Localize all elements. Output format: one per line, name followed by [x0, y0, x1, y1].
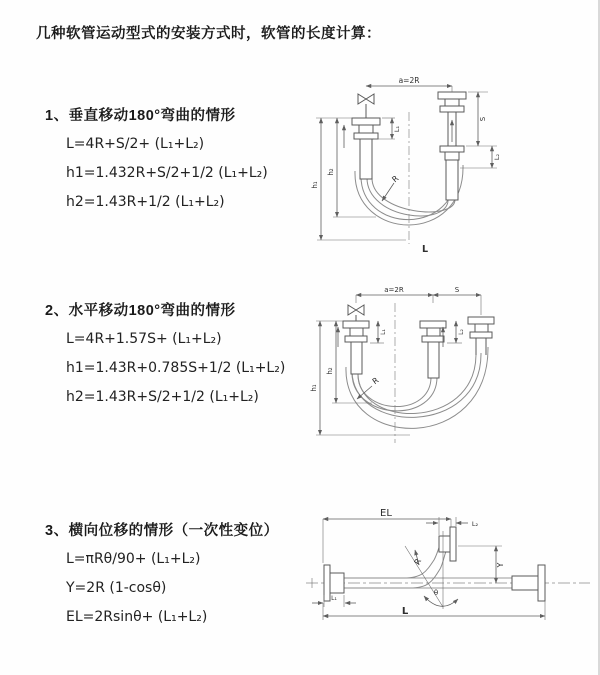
formula-h2: h2=1.43R+S/2+1/2 (L₁+L₂): [66, 388, 259, 405]
formula-el: EL=2Rsinθ+ (L₁+L₂): [66, 608, 208, 625]
dimension-labels: [311, 76, 501, 255]
dim-label-l2: L₂: [458, 329, 465, 335]
formula-length: L=4R+1.57S+ (L₁+L₂): [66, 330, 222, 347]
middle-fitting: [420, 321, 446, 378]
formula-length: L=4R+S/2+ (L₁+L₂): [66, 135, 205, 152]
right-fitting-lower: [440, 146, 464, 200]
section-3: [45, 515, 320, 631]
left-fitting: [352, 118, 380, 179]
diagram-lateral-displacement: [298, 503, 598, 653]
valve-icon: [358, 94, 374, 118]
upper-fitting: [439, 527, 456, 561]
dim-label-el: EL: [380, 508, 392, 519]
formula-length: L=πRθ/90+ (L₁+L₂): [66, 550, 201, 567]
dim-label-l1: L₁: [331, 595, 337, 602]
dim-label-stroke: S: [454, 286, 460, 294]
hose-curves: [344, 539, 512, 588]
dim-label-radius: R: [390, 173, 401, 185]
formula-y: Y=2R (1-cosθ): [66, 579, 167, 596]
dim-label-span: a=2R: [384, 286, 404, 294]
dim-label-l2: L₂: [493, 153, 501, 161]
dimension-lines: [316, 86, 497, 240]
dim-label-theta: θ: [433, 589, 439, 597]
dim-label-stroke: S: [479, 116, 487, 122]
section-1-heading: 1、垂直移动180°弯曲的情形: [45, 108, 236, 124]
left-fitting: [343, 321, 369, 374]
dim-label-length: L: [421, 244, 429, 255]
section-3-heading: 3、横向位移的情形（一次性变位）: [45, 523, 279, 539]
dim-label-length: L: [401, 606, 409, 617]
dim-label-h2: h₂: [326, 367, 334, 375]
valve-icon: [348, 305, 364, 321]
dimension-labels: [331, 508, 505, 617]
dim-label-l2: L₂: [471, 520, 479, 528]
dim-label-l1: L₁: [380, 329, 387, 335]
dim-label-h1: h₁: [310, 384, 318, 392]
dimension-lines: [316, 295, 481, 435]
section-1: [45, 100, 320, 216]
dim-label-h1: h₁: [311, 181, 319, 189]
dim-label-y: Y: [496, 562, 505, 568]
diagram-horizontal-bend: [310, 283, 535, 458]
hose-curves: [346, 347, 488, 428]
right-fitting-ghost: [468, 317, 494, 355]
section-2-heading: 2、水平移动180°弯曲的情形: [45, 303, 236, 319]
right-fitting-ghost: [512, 565, 545, 601]
dim-label-radius: R: [412, 557, 424, 567]
dim-label-span: a=2R: [398, 76, 420, 85]
formula-h2: h2=1.43R+1/2 (L₁+L₂): [66, 193, 225, 210]
dim-label-h2: h₂: [327, 168, 335, 176]
dim-label-l1: L₁: [393, 125, 401, 133]
diagram-vertical-bend: [308, 70, 523, 260]
formula-h1: h1=1.43R+0.785S+1/2 (L₁+L₂): [66, 359, 286, 376]
page-title: 几种软管运动型式的安装方式时，软管的长度计算：: [36, 26, 381, 42]
formula-h1: h1=1.432R+S/2+1/2 (L₁+L₂): [66, 164, 268, 181]
centerline: [306, 578, 590, 588]
dim-label-radius: R: [370, 375, 381, 387]
dimension-lines: [312, 517, 545, 620]
section-2: [45, 295, 320, 411]
